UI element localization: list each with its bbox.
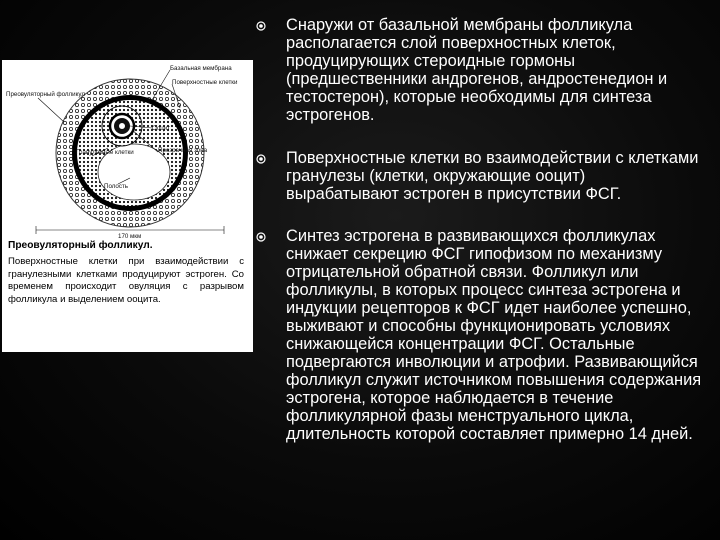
bullet-item — [256, 227, 702, 443]
follicle-figure — [2, 60, 253, 352]
label-transparent-zone: Прозрачная зона — [158, 147, 208, 154]
bullet-item — [256, 149, 702, 203]
circle-bullet-icon — [256, 232, 266, 242]
circle-bullet-icon — [256, 21, 266, 31]
caption-title: Преовуляторный фолликул. — [8, 240, 153, 251]
label-cavity: Полость — [104, 183, 129, 190]
bullet-text: Синтез эстрогена в развивающихся фолликулах снижает секрецию ФСГ гипофизом по механизму отрицательной обратной связи. Фолликул или фолликулы, в которых процесс синтеза эстрогена и индукции рецепторов к ФСГ идет наиболее успешно, выживают и способны функционировать условиях снижающейся концентрации ФСГ. Остальные подвергаются инволюции и атрофии. Развивающийся фолликул служит источником повышения содержания эстрогена, которое наблюдается в течение фолликулярной фазы менструального цикла, длительность которой составляет примерно 14 дней. — [286, 227, 702, 443]
bullet-item — [256, 16, 702, 124]
label-scale: 170 мкм — [118, 233, 142, 240]
bullet-list — [256, 16, 702, 443]
label-preovulatory-follicle: Преовуляторный фолликул — [6, 91, 85, 98]
label-surface-cells: Поверхностные клетки — [172, 79, 238, 86]
figure-caption — [8, 240, 244, 306]
bullet-text: Снаружи от базальной мембраны фолликула располагается слой поверхностных клеток, продуцирующих стероидные гормоны (предшественники андрогенов, андростенедион и тестостерон), которые необходимы для синтеза эстрогенов. — [286, 16, 668, 124]
caption-body: Поверхностные клетки при взаимодействии с гранулезными клетками продуцируют эстроген. Со временем происходит овуляция с разрывом фолликула и выделением ооцита. — [8, 256, 244, 305]
follicle-diagram — [2, 60, 253, 240]
label-oocyte: Ооцит — [152, 125, 171, 132]
bullet-text: Поверхностные клетки во взаимодействии с клетками гранулезы (клетки, окружающие ооцит) вырабатывают эстроген в присутствии ФСГ. — [286, 149, 699, 203]
label-basal-membrane: Базальная мембрана — [170, 65, 232, 72]
oocyte-nucleus — [119, 123, 125, 129]
circle-bullet-icon — [256, 154, 266, 164]
label-granulosa-cells: Гранулезные клетки — [76, 149, 134, 156]
